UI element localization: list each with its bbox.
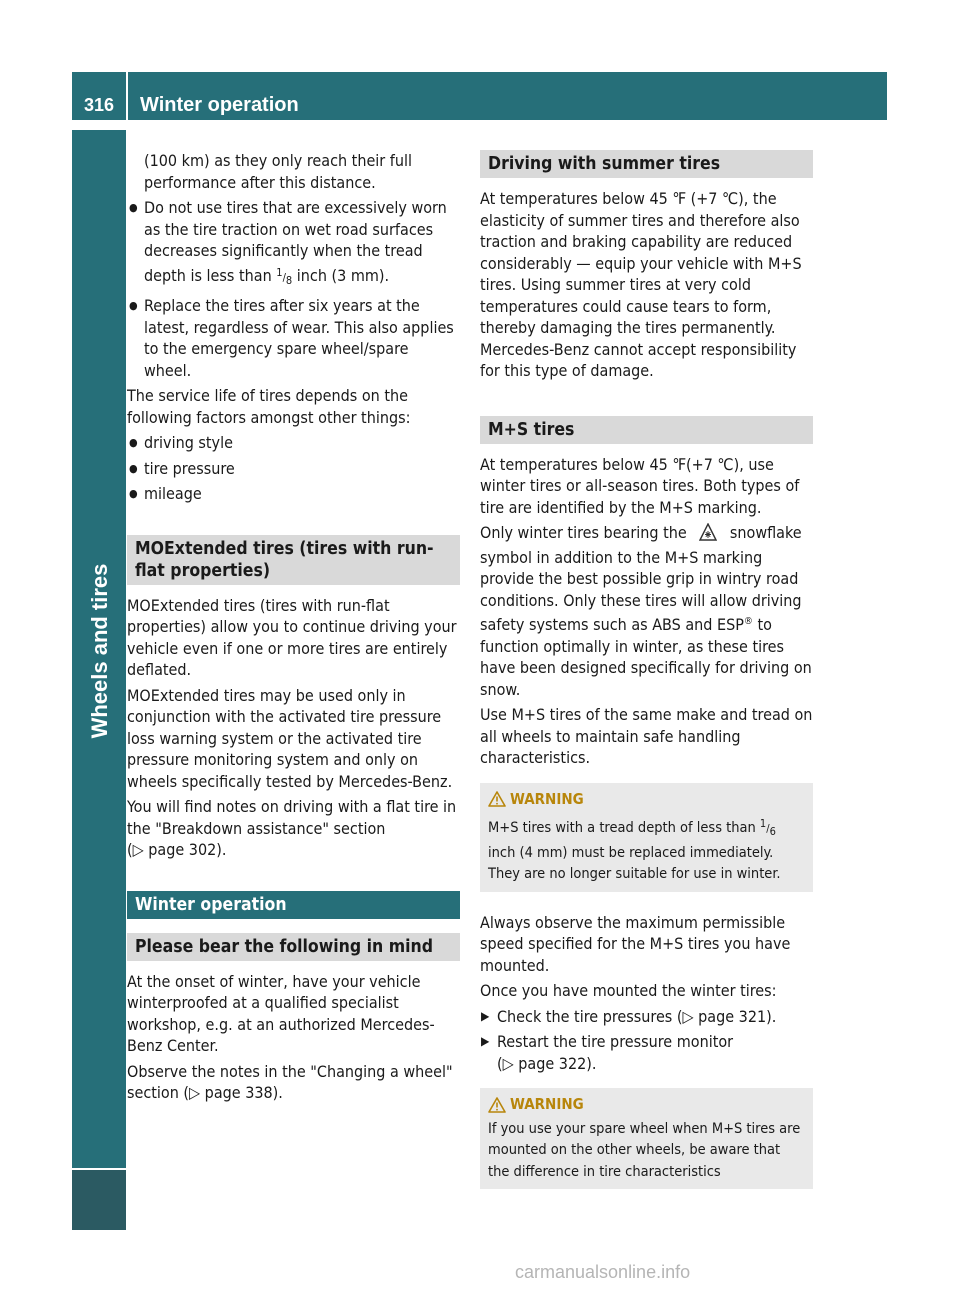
warning-triangle-icon (488, 791, 506, 807)
list-item (127, 483, 460, 505)
ms-paragraph: Use M+S tires of the same make and tread on all wheels to maintain safe handling characteristics. (480, 705, 813, 767)
section-heading-bear: Please bear the following in mind (127, 933, 460, 961)
arrow-icon: ▶ (481, 1008, 490, 1023)
page-reference-link[interactable]: (▷ page 302). (127, 840, 227, 859)
warning-text (488, 813, 805, 886)
fraction-denominator: 8 (285, 273, 293, 287)
section-heading-ms: M+S tires (480, 416, 813, 444)
continued-text: (100 km) as they only reach their full performance after this distance. (144, 151, 412, 192)
spacer (480, 386, 813, 412)
header-title: Winter operation (140, 94, 299, 116)
summer-paragraph: At temperatures below 45 ℉ (+7 ℃), the elasticity of summer tires and therefore also traction and braking capability are reduced considerably — equip your vehicle with M+S tires. Using summer tires at very cold temperatures could cause tears to form, thereby damaging the tires permanently. Mercedes-Benz cannot accept responsibility for this type of damage. (480, 189, 802, 380)
ms-paragraph: At temperatures below 45 ℉(+7 ℃), use winter tires or all-season tires. Both types of tire are identified by the M+S marking. (480, 454, 800, 517)
bullet-replace-text: Replace the tires after six years at the latest, regardless of wear. This also applies to the emergency spare wheel/spare wheel. (144, 296, 454, 380)
snowflake-mountain-icon (691, 523, 725, 547)
bullet-icon: ● (129, 201, 138, 214)
ms-paragraph (480, 522, 813, 700)
list-item (127, 197, 460, 291)
mounted-paragraph: Once you have mounted the winter tires: (480, 981, 777, 1000)
bullet-worn-text-a: Do not use tires that are excessively worn as the tire traction on wet road surfaces decreases significantly when the tread depth is less than (144, 198, 447, 285)
factor-text: driving style (144, 433, 233, 452)
fraction: 1/8 (276, 265, 293, 287)
ms-text: snowflake symbol in addition to the M+S marking provide the best possible grip in wintry road conditions. Only these tires will allow driving safety systems such as ABS and ESP (480, 523, 802, 634)
list-item (127, 295, 460, 381)
moextended-note: You will find notes on driving with a flat tire in the "Breakdown assistance" section (127, 797, 457, 838)
step-text: Check the tire pressures (▷ page 321). (497, 1006, 777, 1026)
step-item (480, 1006, 813, 1028)
bullet-icon: ● (129, 436, 138, 449)
side-tab-label: Wheels and tires (87, 563, 112, 739)
warning-label: WARNING (510, 789, 584, 808)
fraction-numerator: 1 (759, 817, 767, 830)
warning-text-a: M+S tires with a tread depth of less than (488, 820, 760, 836)
moextended-paragraph: MOExtended tires may be used only in conjunction with the activated tire pressure loss warning system or the activated tire pressure monitoring system and only on wheels specifically tested by Mercedes-Benz. (127, 685, 453, 791)
bullet-icon: ● (129, 299, 138, 312)
list-item (127, 432, 460, 454)
page-reference-link[interactable]: (▷ page 322). (497, 1053, 597, 1073)
warning-text: If you use your spare wheel when M+S tires are mounted on the other wheels, be aware that the difference in tire characteristics (488, 1120, 801, 1180)
fraction: 1/6 (759, 817, 776, 838)
arrow-icon: ▶ (481, 1034, 490, 1048)
step-text: Restart the tire pressure monitor (497, 1032, 734, 1051)
spacer (127, 509, 460, 535)
observe-paragraph: Always observe the maximum permissible speed specified for the M+S tires you have mounted. (480, 912, 791, 975)
section-heading-summer: Driving with summer tires (480, 150, 813, 178)
warning-label: WARNING (510, 1095, 584, 1113)
watermark: carmanualsonline.info (515, 1262, 691, 1282)
list-item (127, 458, 460, 480)
page-number: 316 (83, 95, 115, 115)
moextended-paragraph (127, 796, 460, 861)
bear-paragraph: Observe the notes in the "Changing a wheel" section (▷ page 338). (127, 1061, 453, 1102)
step-item (480, 1031, 813, 1074)
fraction-denominator: 6 (769, 825, 776, 838)
side-tab-marker (72, 1170, 126, 1230)
spacer (127, 865, 460, 891)
factor-text: tire pressure (144, 458, 235, 478)
warning-triangle-icon (488, 1097, 506, 1113)
registered-mark: ® (743, 616, 753, 627)
factor-text: mileage (144, 484, 202, 503)
ms-text: Only winter tires bearing the (480, 523, 687, 542)
right-column (480, 150, 813, 1203)
service-life-text: The service life of tires depends on the following factors amongst other things: (127, 386, 411, 427)
ms-text: to function optimally in winter, as these tires have been designed specifically for driving on snow. (480, 615, 812, 699)
moextended-paragraph: MOExtended tires (tires with run-flat properties) allow you to continue driving your vehicle even if one or more tires are entirely deflated. (127, 595, 457, 679)
bullet-icon: ● (129, 461, 138, 475)
bear-paragraph: At the onset of winter, have your vehicle winterproofed at a qualified specialist workshop, e.g. at an authorized Mercedes-Benz Center. (127, 971, 435, 1055)
left-column (127, 150, 460, 1108)
warning-box (480, 1088, 813, 1189)
section-heading-winter: Winter operation (127, 891, 460, 919)
fraction-numerator: 1 (276, 265, 283, 279)
warning-title (488, 1094, 805, 1116)
page-header (72, 72, 887, 120)
bullet-icon: ● (129, 487, 138, 500)
header-divider (126, 72, 128, 120)
warning-text-b: inch (4 mm) must be replaced immediately. They are no longer suitable for use in winter. (488, 844, 781, 882)
bullet-worn-text-b: inch (3 mm). (292, 265, 390, 285)
warning-title (488, 789, 805, 811)
warning-box (480, 783, 813, 892)
section-heading-moextended: MOExtended tires (tires with run-flat properties) (127, 535, 460, 585)
